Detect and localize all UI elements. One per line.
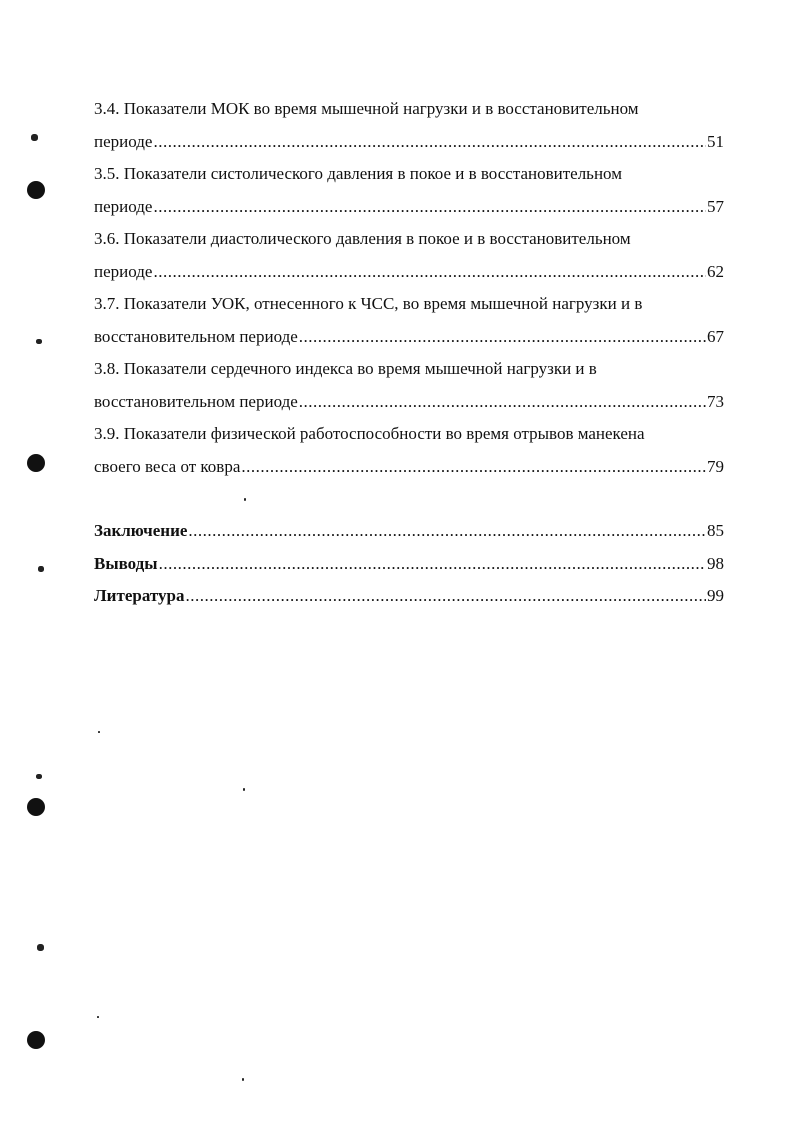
dot-leader <box>185 580 706 613</box>
final-sections <box>94 515 724 613</box>
scan-speck <box>31 134 38 141</box>
toc-entry-line <box>94 126 724 159</box>
toc-entry-title: 3.5. Показатели систолического давления в покое и в восстановительном <box>94 164 622 183</box>
binder-hole <box>27 454 45 472</box>
page-number: 62 <box>707 261 724 281</box>
page-number: 85 <box>707 521 724 540</box>
toc-entry-title: 3.9. Показатели физической работоспособности во время отрывов манекена <box>94 424 645 443</box>
page-number: 99 <box>707 586 724 605</box>
toc-entry <box>94 418 724 483</box>
toc-entry-line <box>94 191 724 224</box>
toc-entry-continuation: периоде <box>94 261 153 281</box>
page-number: 98 <box>707 553 724 573</box>
toc-entry-line <box>94 386 724 419</box>
toc-entry-line <box>94 256 724 289</box>
dot-leader <box>188 515 706 548</box>
binder-hole <box>27 181 45 199</box>
scan-speck <box>36 339 42 344</box>
toc-entry <box>94 158 724 223</box>
toc-entry-line <box>94 451 724 484</box>
toc-entry-title: 3.4. Показатели МОК во время мышечной нагрузки и в восстановительном <box>94 99 639 118</box>
scan-speck <box>97 1016 99 1018</box>
toc-entry <box>94 223 724 288</box>
toc-entry <box>94 288 724 353</box>
section-label: Литература <box>94 586 185 605</box>
toc-entry-findings <box>94 548 724 581</box>
dot-leader <box>241 451 706 484</box>
section-label: Заключение <box>94 521 188 540</box>
dot-leader <box>299 386 706 419</box>
dot-leader <box>153 126 706 159</box>
toc-entry-title: 3.8. Показатели сердечного индекса во время мышечной нагрузки и в <box>94 359 597 378</box>
scan-speck <box>36 774 42 779</box>
toc-entry-title: 3.6. Показатели диастолического давления в покое и в восстановительном <box>94 229 631 248</box>
page-number: 79 <box>707 456 724 476</box>
scan-speck <box>242 1078 244 1081</box>
toc-entry-continuation: своего веса от ковра <box>94 456 241 476</box>
toc-entry-continuation: периоде <box>94 196 153 216</box>
toc-entry-continuation: восстановительном периоде <box>94 391 298 411</box>
dot-leader <box>153 256 706 289</box>
dot-leader <box>153 191 706 224</box>
toc-entry-title: 3.7. Показатели УОК, отнесенного к ЧСС, во время мышечной нагрузки и в <box>94 294 643 313</box>
dot-leader <box>159 548 706 581</box>
toc-entry-conclusion <box>94 515 724 548</box>
table-of-contents <box>94 93 724 613</box>
toc-entry-continuation: восстановительном периоде <box>94 326 298 346</box>
scan-speck <box>98 731 100 733</box>
toc-entry-continuation: периоде <box>94 131 153 151</box>
toc-entry-literature <box>94 580 724 613</box>
page-number: 73 <box>707 391 724 411</box>
scan-speck <box>38 566 44 572</box>
binder-hole <box>27 798 45 816</box>
scan-speck <box>37 944 44 951</box>
binder-hole <box>27 1031 45 1049</box>
toc-entry <box>94 353 724 418</box>
page-number: 57 <box>707 196 724 216</box>
toc-entry <box>94 93 724 158</box>
toc-entry-line <box>94 321 724 354</box>
scan-speck <box>243 788 245 791</box>
page-number: 67 <box>707 326 724 346</box>
page-number: 51 <box>707 131 724 151</box>
dot-leader <box>299 321 706 354</box>
section-label: Выводы <box>94 553 158 573</box>
